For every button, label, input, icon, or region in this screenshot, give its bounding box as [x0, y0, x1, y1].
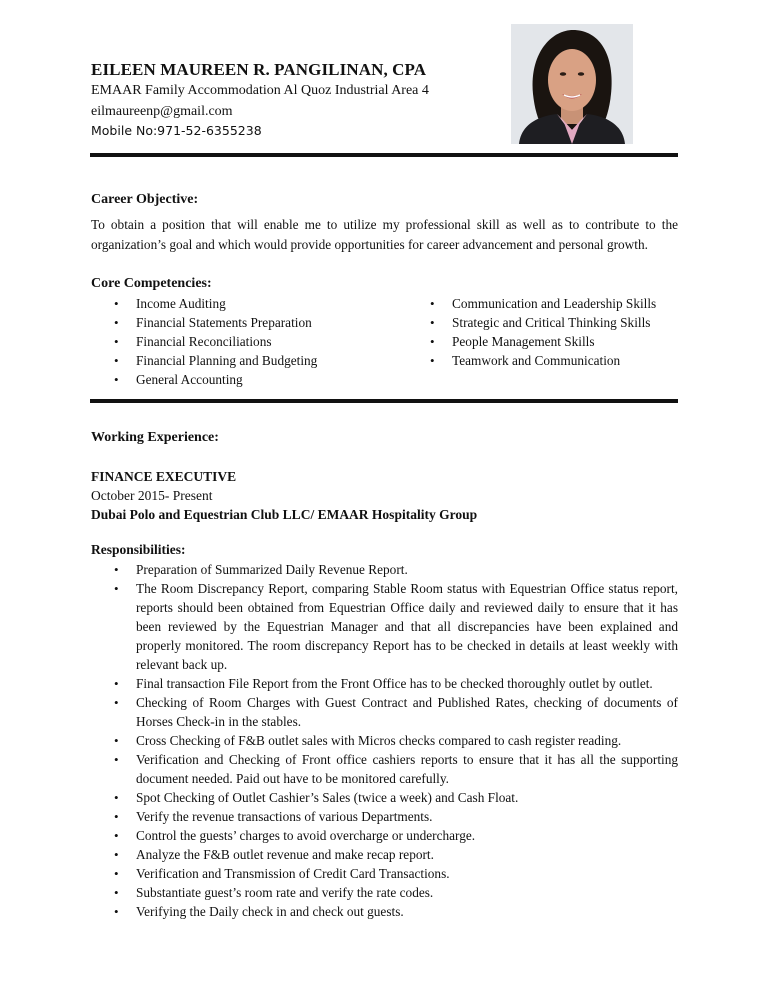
top-divider	[90, 153, 678, 157]
list-item: • Verifying the Daily check in and check out guests.	[91, 902, 678, 921]
list-item: • Substantiate guest’s room rate and verify the rate codes.	[91, 883, 678, 902]
core-competencies-heading: Core Competencies:	[91, 276, 212, 291]
company-name: Dubai Polo and Equestrian Club LLC/ EMAAR Hospitality Group	[91, 507, 478, 522]
section-divider	[90, 399, 678, 403]
list-item: • Teamwork and Communication	[407, 351, 656, 370]
list-item: • Financial Statements Preparation	[91, 313, 317, 332]
working-experience-heading: Working Experience:	[91, 430, 219, 445]
list-item: • General Accounting	[91, 370, 317, 389]
job-title: FINANCE EXECUTIVE	[91, 469, 237, 484]
career-objective-text: To obtain a position that will enable me to utilize my professional skill as well as to contribute to the organization’s goal and which would provide opportunities for career advancement and personal growth.	[91, 217, 678, 252]
responsibilities-list	[91, 560, 678, 921]
list-item: • Spot Checking of Outlet Cashier’s Sales (twice a week) and Cash Float.	[91, 788, 678, 807]
candidate-name: EILEEN MAUREEN R. PANGILINAN, CPA	[91, 60, 427, 79]
address: EMAAR Family Accommodation Al Quoz Industrial Area 4	[91, 83, 429, 98]
profile-photo	[511, 24, 633, 144]
responsibilities-heading: Responsibilities:	[91, 542, 186, 557]
list-item: • Preparation of Summarized Daily Revenue Report.	[91, 560, 678, 579]
list-item: • Verification and Transmission of Credit Card Transactions.	[91, 864, 678, 883]
list-item: • Final transaction File Report from the Front Office has to be checked thoroughly outlet by outlet.	[91, 674, 678, 693]
list-item: • People Management Skills	[407, 332, 656, 351]
list-item: • Financial Reconciliations	[91, 332, 317, 351]
list-item: • Verification and Checking of Front office cashiers reports to ensure that it has all the supporting document needed. Paid out have to be monitored carefully.	[91, 750, 678, 788]
competencies-right-list	[407, 294, 656, 370]
competencies-left-list	[91, 294, 317, 389]
list-item: • Analyze the F&B outlet revenue and make recap report.	[91, 845, 678, 864]
list-item: • Control the guests’ charges to avoid overcharge or undercharge.	[91, 826, 678, 845]
email: eilmaureenp@gmail.com	[91, 104, 233, 119]
mobile-number: Mobile No:971-52-6355238	[91, 123, 262, 138]
list-item: • Cross Checking of F&B outlet sales with Micros checks compared to cash register reading.	[91, 731, 678, 750]
career-objective-heading: Career Objective:	[91, 192, 199, 207]
list-item: • Income Auditing	[91, 294, 317, 313]
list-item: • Checking of Room Charges with Guest Contract and Published Rates, checking of documents of Horses Check-in in the stables.	[91, 693, 678, 731]
list-item: • The Room Discrepancy Report, comparing Stable Room status with Equestrian Office status report, reports should been obtained from Equestrian Office daily and reviewed daily to ensure that it has been reviewed by the Equestrian Manager and that all discrepancies have been explained and properly monitored. The room discrepancy Report has to be checked in details at least weekly with relevant back up.	[91, 579, 678, 674]
list-item: • Communication and Leadership Skills	[407, 294, 656, 313]
list-item: • Strategic and Critical Thinking Skills	[407, 313, 656, 332]
job-period: October 2015- Present	[91, 488, 213, 503]
list-item: • Financial Planning and Budgeting	[91, 351, 317, 370]
list-item: • Verify the revenue transactions of various Departments.	[91, 807, 678, 826]
